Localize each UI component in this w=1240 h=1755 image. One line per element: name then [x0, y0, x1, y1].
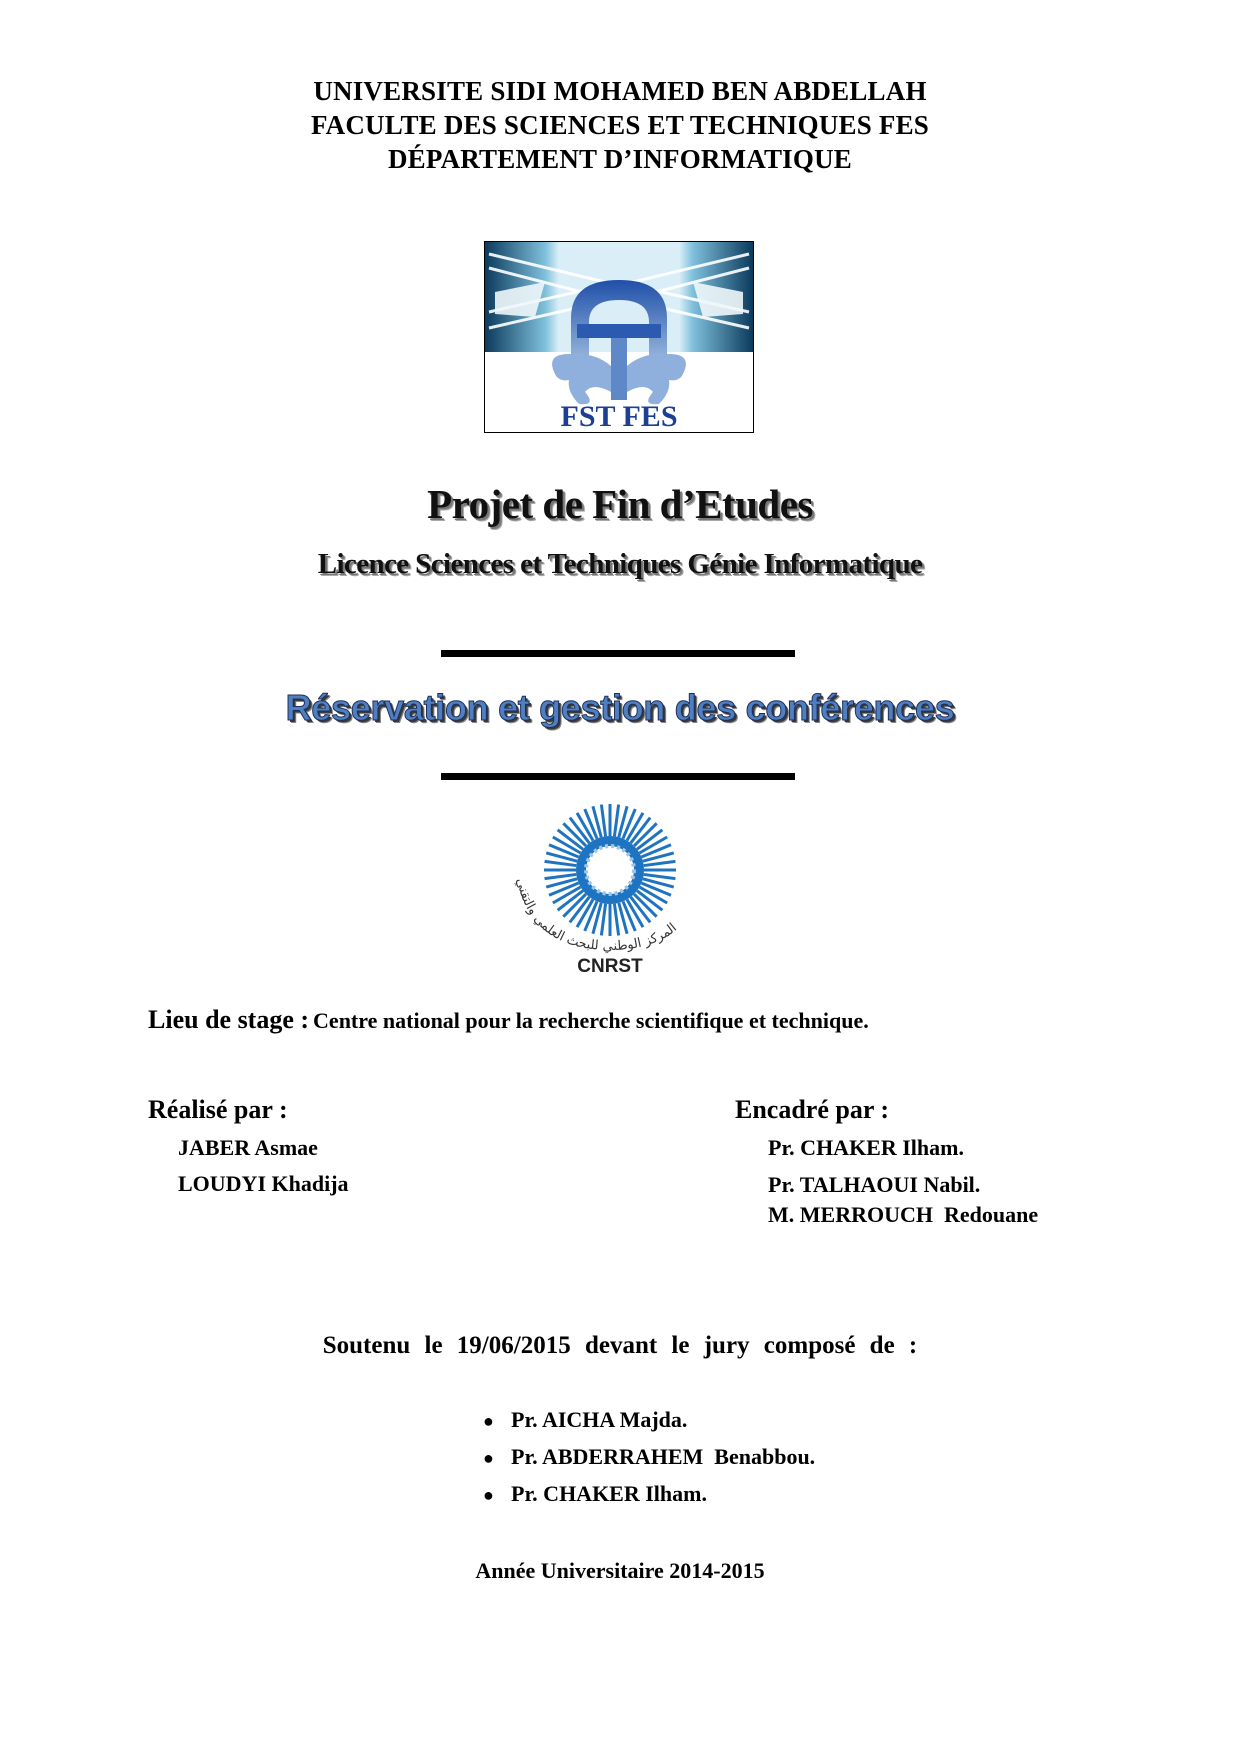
university-name: UNIVERSITE SIDI MOHAMED BEN ABDELLAH	[313, 76, 927, 106]
academic-year: Année Universitaire 2014-2015	[475, 1558, 765, 1583]
program-subtitle: Licence Sciences et Techniques Génie Informatique	[317, 548, 923, 580]
cnrst-sunburst-icon	[495, 800, 725, 980]
internship-location	[148, 1005, 869, 1035]
jury-member: ● Pr. AICHA Majda.	[483, 1402, 815, 1439]
jury-list	[483, 1402, 815, 1513]
faculty-name: FACULTE DES SCIENCES ET TECHNIQUES FES	[310, 110, 930, 140]
supervisor-name: Pr. CHAKER Ilham.	[768, 1135, 964, 1160]
bullet-icon: ●	[483, 1411, 494, 1431]
institution-header	[0, 74, 1240, 176]
internship-value: Centre national pour la recherche scientifique et technique.	[313, 1008, 869, 1033]
author-name: LOUDYI Khadija	[178, 1171, 349, 1196]
project-title: Réservation et gestion des conférences	[285, 687, 955, 728]
fst-fes-logo	[484, 241, 754, 433]
bottom-divider	[441, 773, 795, 780]
svg-text:CNRST: CNRST	[577, 956, 643, 977]
supervisor-name: Pr. TALHAOUI Nabil.	[768, 1172, 981, 1197]
jury-member: ● Pr. ABDERRAHEM Benabbou.	[483, 1439, 815, 1476]
author-name: JABER Asmae	[178, 1135, 318, 1160]
defense-statement: Soutenu le 19/06/2015 devant le jury composé de :	[322, 1332, 918, 1359]
svg-text:FST FES: FST FES	[560, 400, 678, 432]
jury-member: ● Pr. CHAKER Ilham.	[483, 1476, 815, 1513]
supervisor-name: M. MERROUCH Redouane	[768, 1202, 1039, 1227]
cnrst-logo	[495, 800, 725, 980]
bullet-icon: ●	[483, 1448, 494, 1468]
bullet-icon: ●	[483, 1485, 494, 1505]
svg-text:المركز الوطني للبحث العلمي وال: المركز الوطني للبحث العلمي والتقني	[512, 876, 680, 955]
department-name: DÉPARTEMENT D’INFORMATIQUE	[387, 144, 852, 174]
top-divider	[441, 650, 795, 657]
fst-fes-emblem-icon	[485, 242, 753, 432]
supervisors-heading: Encadré par :	[735, 1095, 890, 1124]
document-type-title: Projet de Fin d’Etudes	[427, 481, 813, 527]
internship-label: Lieu de stage :	[148, 1005, 310, 1034]
authors-heading: Réalisé par :	[148, 1095, 288, 1124]
